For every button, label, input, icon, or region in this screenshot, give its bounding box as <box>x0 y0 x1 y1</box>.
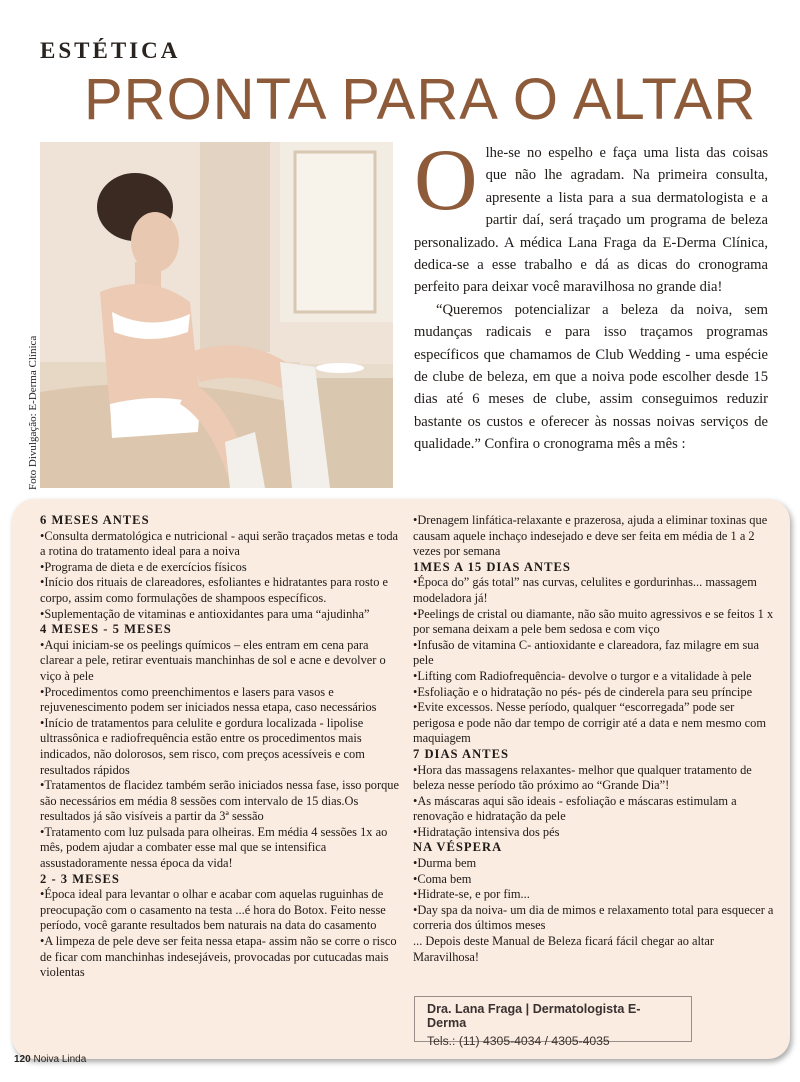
signature-box <box>414 996 692 1048</box>
doctor-name: Dra. Lana Fraga | Dermatologista E-Derma <box>427 1002 641 1030</box>
photo-credit: Foto Divulgação: E-Derma Clínica <box>27 335 39 490</box>
schedule-item: •Lifting com Radiofrequência- devolve o turgor e a vitalidade à pele <box>413 668 752 683</box>
schedule-item: •Tratamentos de flacidez também serão iniciados nessa fase, isso porque são necessários em média 8 sessões com intervalo de 15 dias.Os resultados já são visíveis a partir da 3ª sessão <box>40 778 399 824</box>
schedule-left-column <box>40 513 400 981</box>
schedule-item: •Início de tratamentos para celulite e gordura localizada - lipolise ultrassônica e radiofrequência estão entre os procedimentos mais indicados, não dolorosos, sem risco, com preços acessíveis e com resultados rápidos <box>40 715 365 777</box>
schedule-item: •As máscaras aqui são ideais - esfoliação e máscaras estimulam a renovação e hidratação da pele <box>413 793 737 824</box>
schedule-heading: 6 MESES ANTES <box>40 513 150 527</box>
schedule-item: •Peelings de cristal ou diamante, não são muito agressivos e se feitos 1 x por semana deixam a pele bem sedosa e com viço <box>413 606 774 637</box>
schedule-item: •Drenagem linfática-relaxante e prazerosa, ajuda a eliminar toxinas que causam aquele inchaço indesejado e deve ser feita em média de 1 a 2 vezes por semana <box>413 513 768 559</box>
schedule-box <box>12 499 790 1059</box>
schedule-item: •Day spa da noiva- um dia de mimos e relaxamento total para esquecer a correria dos últimos meses <box>413 902 774 933</box>
section-label: ESTÉTICA <box>40 38 181 63</box>
schedule-item: •Suplementação de vitaminas e antioxidantes para uma “ajudinha” <box>40 606 370 621</box>
schedule-item: •Hidratação intensiva dos pés <box>413 824 560 839</box>
schedule-item: •Hora das massagens relaxantes- melhor que qualquer tratamento de beleza nesse período tão próximo ao “Grande Dia”! <box>413 762 752 793</box>
schedule-item: •Programa de dieta e de exercícios físicos <box>40 559 247 574</box>
drop-cap: O <box>414 132 478 229</box>
schedule-item: •Infusão de vitamina C- antioxidante e clareadora, faz milagre em sua pele <box>413 637 759 668</box>
schedule-right-column <box>413 513 775 965</box>
bride-photo <box>40 142 393 488</box>
schedule-item: •Hidrate-se, e por fim... <box>413 887 530 902</box>
phone-numbers: Tels.: (11) 4305-4034 / 4305-4035 <box>427 1034 610 1048</box>
schedule-item: •Época ideal para levantar o olhar e acabar com aquelas ruguinhas de preocupação com o casamento na testa ...é hora do Botox. Feito nesse período, você garante resultados bem naturais na data do casamento <box>40 887 386 933</box>
schedule-item: •Aqui iniciam-se os peelings químicos – eles entram em cena para clarear a pele, retirar eventuais manchinhas de sol e acne e devolver o viço à pele <box>40 637 386 683</box>
schedule-item: •Evite excessos. Nesse período, qualquer “escorregada” pode ser perigosa e pode não dar tempo de corrigir até a data e nem mesmo com maquiagem <box>413 700 766 746</box>
intro-paragraph-2: “Queremos potencializar a beleza da noiva, sem mudanças radicais e para isso traçamos programas específicos que chamamos de Club Wedding - uma espécie de clube de beleza, em que a noiva pode escolher desde 15 dias até 6 meses de clube, assim conseguimos reduzir bastante os custos e oferecer às nossas noivas serviços de qualidade.” Confira o cronograma mês a mês : <box>414 301 768 453</box>
schedule-heading: 4 MESES - 5 MESES <box>40 622 172 637</box>
magazine-name: Noiva Linda <box>33 1054 87 1065</box>
intro-text <box>414 132 768 456</box>
schedule-item: ... Depois deste Manual de Beleza ficará fácil chegar ao altar Maravilhosa! <box>413 934 715 964</box>
schedule-item: •Início dos rituais de clareadores, esfoliantes e hidratantes para rosto e corpo, assim como formulações de shampoos específicos. <box>40 575 389 605</box>
page-folio <box>14 1054 86 1065</box>
schedule-item: •Tratamento com luz pulsada para olheiras. Em média 4 sessões 1x ao mês, podem ajudar a combater esse mal que se intensifica assustadoramente nessa época da vida! <box>40 824 388 871</box>
schedule-heading: 7 DIAS ANTES <box>413 746 509 761</box>
schedule-item: •Coma bem <box>413 871 472 886</box>
schedule-heading: 2 - 3 MESES <box>40 871 120 886</box>
intro-paragraph-1: lhe-se no espelho e faça uma lista das coisas que não lhe agradam. Na primeira consulta, apresente a lista para a sua dermatologista e a partir daí, será traçado um programa de beleza personalizado. A médica Lana Fraga da E-Derma Clínica, dedica-se a esse trabalho e dá as dicas do cronograma perfeito para deixar você maravilhosa no grande dia! <box>414 145 768 296</box>
schedule-heading: NA VÉSPERA <box>413 840 503 855</box>
bride-photo-illustration <box>40 142 393 488</box>
schedule-item: •Época do” gás total” nas curvas, celulites e gordurinhas... massagem modeladora já! <box>413 575 757 605</box>
page-number: 120 <box>14 1054 31 1065</box>
schedule-item: •Procedimentos como preenchimentos e lasers para vasos e rejuvenescimento podem ser iniciados nessa etapa, caso necessários <box>40 684 377 715</box>
schedule-item: •A limpeza de pele deve ser feita nessa etapa- assim não se corre o risco de ficar com manchinhas indesejáveis, provocadas por cutucadas mais violentas <box>40 934 397 980</box>
page-title: PRONTA PARA O ALTAR <box>84 67 757 132</box>
schedule-heading: 1MES A 15 DIAS ANTES <box>413 559 571 574</box>
schedule-item: •Consulta dermatológica e nutricional - aqui serão traçados metas e toda a rotina do tratamento ideal para a noiva <box>40 528 399 559</box>
schedule-item: •Durma bem <box>413 856 477 871</box>
schedule-item: •Esfoliação e o hidratação no pés- pés de cinderela para seu príncipe <box>413 684 753 699</box>
